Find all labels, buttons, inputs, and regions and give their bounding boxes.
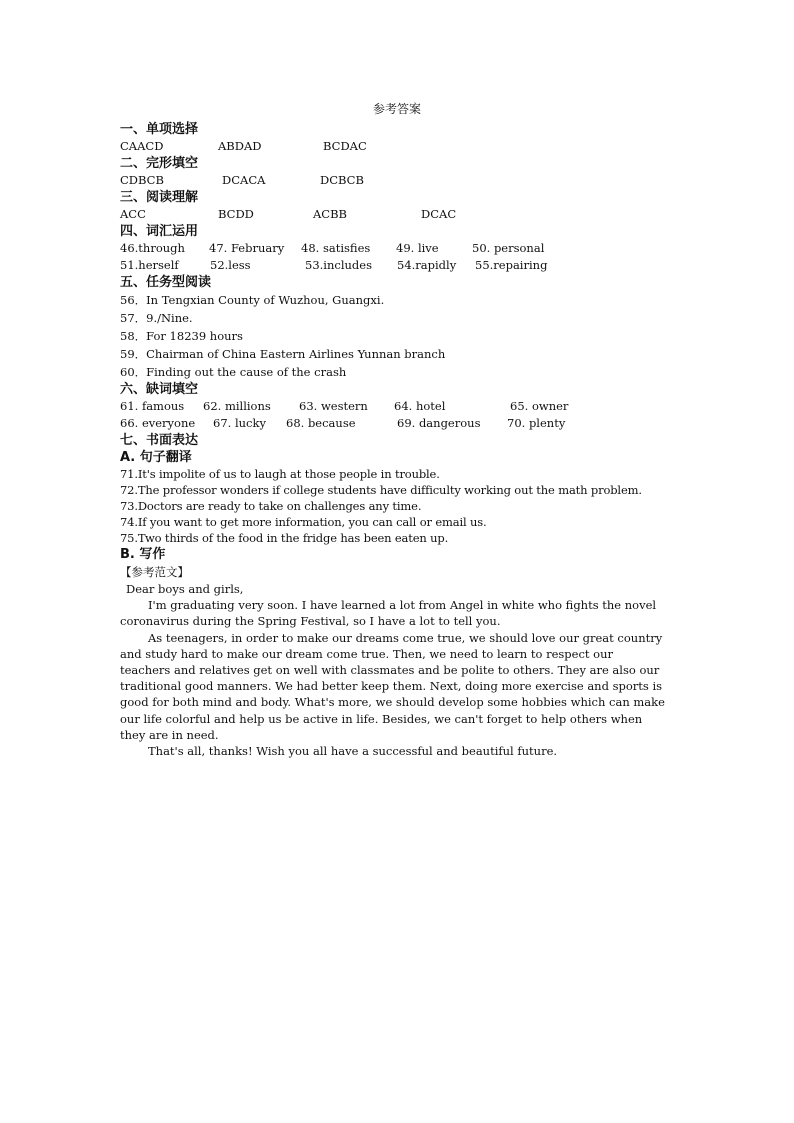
cloze-answer: 63. western [299,399,368,413]
section-6-heading: 六、缺词填空 [120,382,199,397]
section-3-answers [120,206,680,223]
translation-answer: 72.The professor wonders if college students have difficulty working out the math problem. [120,483,642,497]
cloze-answer: 69. dangerous [397,416,481,430]
writing-heading: B. 写作 [120,547,166,562]
vocab-answer: 51.herself [120,258,179,272]
section-1-heading: 一、单项选择 [120,122,199,137]
translation-heading: A. 句子翻译 [120,450,192,465]
answer-group: CDBCB [120,173,164,187]
answer-group: ACC [120,207,146,221]
vocab-answer: 55.repairing [475,258,548,272]
vocab-answer: 50. personal [472,241,545,255]
task-reading-answer: 58．For 18239 hours [120,329,243,343]
sample-essay [120,581,665,759]
cloze-answer: 61. famous [120,399,185,413]
answer-group: BCDD [218,207,254,221]
cloze-answer: 68. because [286,416,356,430]
vocab-answer: 54.rapidly [397,258,457,272]
cloze-answer: 62. millions [203,399,271,413]
answer-group: ACBB [313,207,348,221]
cloze-answer: 64. hotel [394,399,446,413]
answer-group: CAACD [120,139,164,153]
section-2-answers [120,172,680,189]
vocab-answer: 48. satisfies [301,241,371,255]
vocab-answer: 46.through [120,241,185,255]
answer-group: DCACA [222,173,266,187]
vocab-answer: 52.less [210,258,251,272]
sample-essay-label: 【参考范文】 [120,565,189,579]
cloze-answer: 67. lucky [213,416,266,430]
translation-answer: 71.It's impolite of us to laugh at those people in trouble. [120,467,440,481]
translation-answer: 75.Two thirds of the food in the fridge has been eaten up. [120,531,449,545]
cloze-answer: 65. owner [510,399,569,413]
essay-paragraph: That's all, thanks! Wish you all have a successful and beautiful future. [148,744,558,759]
essay-greeting: Dear boys and girls, [126,582,244,596]
section-5-heading: 五、任务型阅读 [120,275,212,290]
section-7-heading: 七、书面表达 [120,433,199,448]
task-reading-answer: 57．9./Nine. [120,311,193,325]
section-4-row-1 [120,240,680,257]
page-title: 参考答案 [372,102,421,116]
section-2-heading: 二、完形填空 [120,156,199,171]
task-reading-answer: 60．Finding out the cause of the crash [120,365,347,379]
vocab-answer: 47. February [209,241,285,255]
task-reading-answer: 59．Chairman of China Eastern Airlines Yunnan branch [120,347,446,361]
translation-answer: 74.If you want to get more information, you can call or email us. [120,515,487,529]
essay-paragraph: As teenagers, in order to make our dreams come true, we should love our great country and study hard to make our dream come true. Then, we need to learn to respect our teachers and relatives get on well with classmates and be polite to others. They are also our traditional good manners. We had better keep them. Next, doing more exercise and sports is good for both mind and body. What's more, we should develop some hobbies which can make our life colorful and help us be active in life. Besides, we can't forget to help others when they are in need. [120,630,665,742]
essay-paragraph: I'm graduating very soon. I have learned a lot from Angel in white who fights the novel coronavirus during the Spring Festival, so I have a lot to tell you. [120,598,657,629]
vocab-answer: 49. live [396,241,439,255]
answer-group: DCAC [421,207,457,221]
translation-answer: 73.Doctors are ready to take on challenges any time. [120,499,422,513]
section-3-heading: 三、阅读理解 [120,190,199,205]
answer-group: ABDAD [218,139,262,153]
answer-group: BCDAC [323,139,367,153]
section-1-answers [120,138,680,155]
answer-content [120,121,680,759]
section-4-row-2 [120,257,680,274]
answer-group: DCBCB [320,173,364,187]
section-6-row-2 [120,415,680,432]
cloze-answer: 66. everyone [120,416,196,430]
task-reading-answer: 56．In Tengxian County of Wuzhou, Guangxi. [120,293,385,307]
vocab-answer: 53.includes [305,258,372,272]
section-6-row-1 [120,398,680,415]
cloze-answer: 70. plenty [507,416,566,430]
section-4-heading: 四、词汇运用 [120,224,199,239]
